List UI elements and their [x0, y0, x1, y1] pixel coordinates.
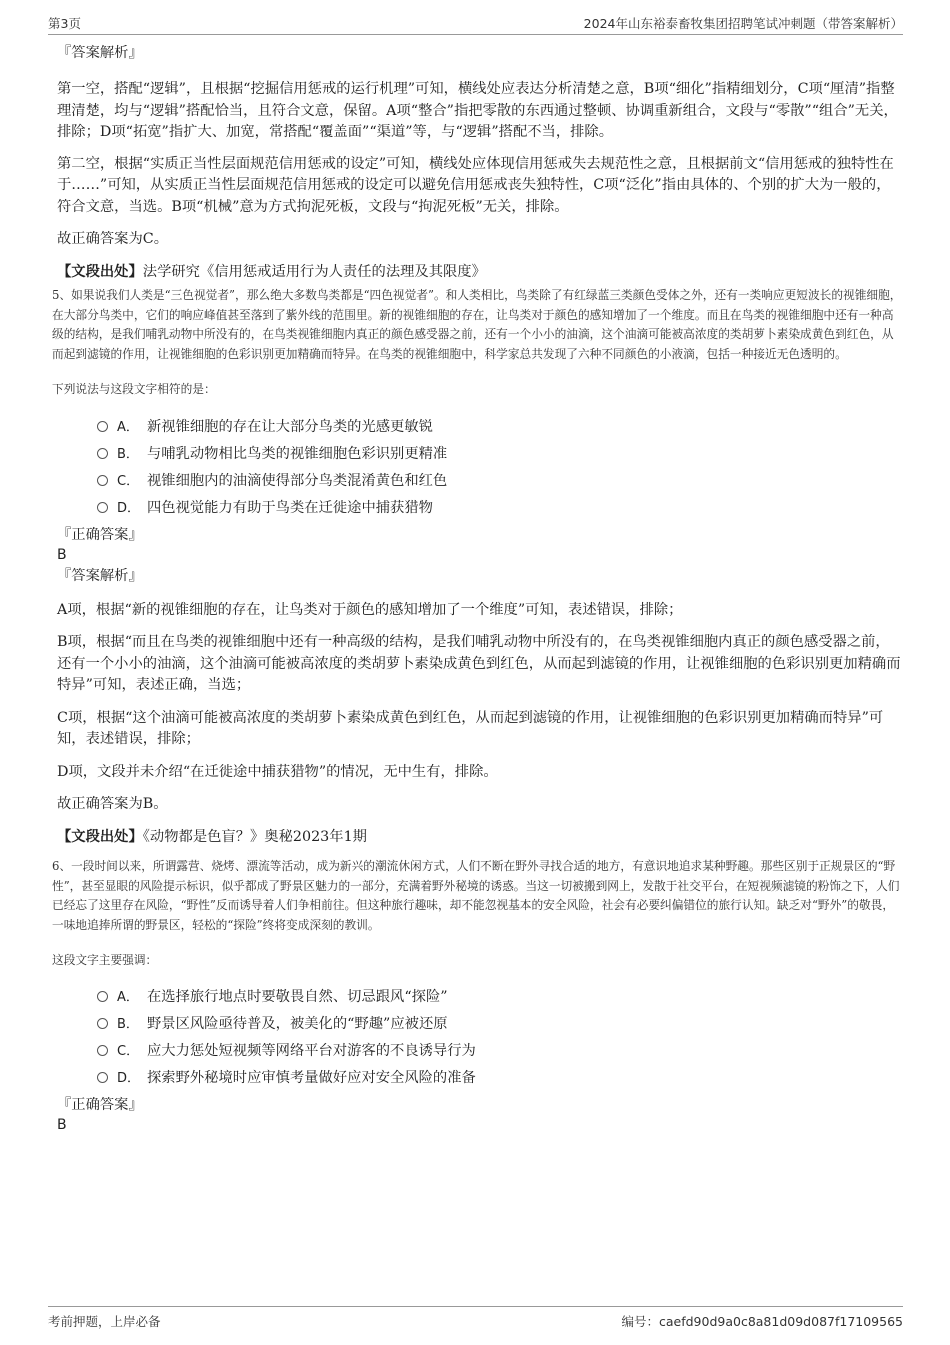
option-b[interactable]: B． 与哺乳动物相比鸟类的视锥细胞色彩识别更精准: [97, 441, 903, 468]
radio-icon[interactable]: [97, 991, 108, 1002]
options-list: [57, 984, 903, 1092]
source-text: 法学研究《信用惩戒适用行为人责任的法理及其限度》: [142, 263, 486, 280]
code-value: caefd90d9a0c8a81d09d087f17109565: [658, 1314, 903, 1329]
page-footer: [48, 1306, 903, 1331]
analysis-paragraph: 第二空，根据“实质正当性层面规范信用惩戒的设定”可知，横线处应体现信用惩戒失去规范性之意，且根据前文“信用惩戒的独特性在于……”可知，从实质正当性层面规范信用惩戒的设定可以避免信用惩戒丧失独特性，C项“泛化”指由具体的、个别的扩大为一般的，符合文意，当选。B项“机械”意为方式拘泥死板，文段与“拘泥死板”无关，排除。: [57, 155, 894, 215]
option-d[interactable]: D． 四色视觉能力有助于鸟类在迁徙途中捕获猎物: [97, 495, 903, 522]
correct-answer: B: [57, 1116, 67, 1133]
correct-answer-label: 『正确答案』: [57, 526, 143, 543]
question-passage: 6、一段时间以来，所谓露营、烧烤、漂流等活动，成为新兴的潮流休闲方式，人们不断在野外寻找合适的地方，有意识地追求某种野趣。那些区别于正规景区的“野性”，甚至显眼的风险提示标识，似乎都成了野景区魅力的一部分，充满着野外秘境的诱惑。当这一切被搬到网上，发散于社交平台，在短视频滤镜的粉饰之下，人们已经忘了这里存在风险，“野性”反而诱导着人们争相前往。但这种旅行趣味，却不能忽视基本的安全风险，社会有必要纠偏错位的旅行认知。缺乏对“野外”的敬畏，一味地追捧所谓的野景区，轻松的“探险”终将变成深刻的教训。: [52, 859, 900, 933]
option-b[interactable]: B． 野景区风险亟待普及，被美化的“野趣”应被还原: [97, 1011, 903, 1038]
analysis-paragraph: D项，文段并未介绍“在迁徙途中捕获猎物”的情况，无中生有，排除。: [57, 763, 498, 780]
source-line: [57, 262, 903, 284]
radio-icon[interactable]: [97, 475, 108, 486]
radio-icon[interactable]: [97, 1045, 108, 1056]
conclusion: 故正确答案为C。: [57, 231, 169, 247]
correct-answer: B: [57, 546, 67, 563]
document-body: [52, 44, 903, 1135]
analysis-label: 『答案解析』: [57, 45, 143, 61]
page-number: 第3页: [48, 16, 81, 31]
analysis-paragraph: A项，根据“新的视锥细胞的存在，让鸟类对于颜色的感知增加了一个维度”可知，表述错误，排除；: [57, 601, 683, 618]
conclusion: 故正确答案为B。: [57, 796, 168, 813]
analysis-paragraph: 第一空，搭配“逻辑”，且根据“挖掘信用惩戒的运行机理”可知，横线处应表达分析清楚之意，B项“细化”指精细划分，C项“厘清”指整理清楚，均与“逻辑”搭配恰当，且符合文意，保留。A项“整合”指把零散的东西通过整顿、协调重新组合，文段与“零散”“组合”无关，排除；D项“拓宽”指扩大、加宽，常搭配“覆盖面”“渠道”等，与“逻辑”搭配不当，排除。: [57, 81, 898, 140]
question-stem: 下列说法与这段文字相符的是：: [52, 381, 216, 396]
source-text: 《动物都是色盲？》奥秘2023年1期: [142, 828, 367, 845]
code-label: 编号：: [621, 1314, 659, 1329]
options-list: [57, 414, 903, 522]
source-label: 【文段出处】: [57, 828, 143, 845]
radio-icon[interactable]: [97, 448, 108, 459]
document-code: [621, 1312, 903, 1330]
document-title: 2024年山东裕泰畜牧集团招聘笔试冲刺题（带答案解析）: [583, 16, 903, 31]
footer-slogan: 考前押题，上岸必备: [48, 1314, 161, 1329]
radio-icon[interactable]: [97, 421, 108, 432]
radio-icon[interactable]: [97, 1072, 108, 1083]
correct-answer-label: 『正确答案』: [57, 1096, 143, 1113]
option-d[interactable]: D． 探索野外秘境时应审慎考量做好应对安全风险的准备: [97, 1065, 903, 1092]
option-a[interactable]: A． 新视锥细胞的存在让大部分鸟类的光感更敏锐: [97, 414, 903, 441]
analysis-paragraph: B项，根据“而且在鸟类的视锥细胞中还有一种高级的结构，是我们哺乳动物中所没有的，在鸟类视锥细胞内真正的颜色感受器之前，还有一个小小的油滴，这个油滴可能被高浓度的类胡萝卜素染成黄色到红色，从而起到滤镜的作用，让视锥细胞的色彩识别更加精确而特异”可知，表述正确，当选；: [57, 634, 901, 694]
question-stem: 这段文字主要强调：: [52, 952, 158, 967]
source-line: [57, 827, 903, 849]
question-passage: 5、如果说我们人类是“三色视觉者”，那么绝大多数鸟类都是“四色视觉者”。和人类相比，鸟类除了有红绿蓝三类颜色受体之外，还有一类响应更短波长的视锥细胞，在大部分鸟类中，它们的响应峰值甚至落到了紫外线的范围里。新的视锥细胞的存在，让鸟类对于颜色的感知增加了一个维度。而且在鸟类的视锥细胞中还有一种高级的结构，是我们哺乳动物中所没有的，在鸟类视锥细胞内真正的颜色感受器之前，还有一个小小的油滴，这个油滴可能被高浓度的类胡萝卜素染成黄色到红色，从而起到滤镜的作用，让视锥细胞的色彩识别更加精确而特异。在鸟类的视锥细胞中，科学家总共发现了六种不同颜色的小液滴，包括一种接近无色透明的。: [52, 288, 902, 362]
option-c[interactable]: C． 视锥细胞内的油滴使得部分鸟类混淆黄色和红色: [97, 468, 903, 495]
radio-icon[interactable]: [97, 1018, 108, 1029]
analysis-paragraph: C项，根据“这个油滴可能被高浓度的类胡萝卜素染成黄色到红色，从而起到滤镜的作用，让视锥细胞的色彩识别更加精确而特异”可知，表述错误，排除；: [57, 709, 884, 748]
page-header: [48, 12, 903, 35]
option-a[interactable]: A． 在选择旅行地点时要敬畏自然、切忌跟风“探险”: [97, 984, 903, 1011]
analysis-label: 『答案解析』: [57, 567, 143, 584]
option-c[interactable]: C． 应大力惩处短视频等网络平台对游客的不良诱导行为: [97, 1038, 903, 1065]
source-label: 【文段出处】: [57, 263, 143, 280]
radio-icon[interactable]: [97, 502, 108, 513]
